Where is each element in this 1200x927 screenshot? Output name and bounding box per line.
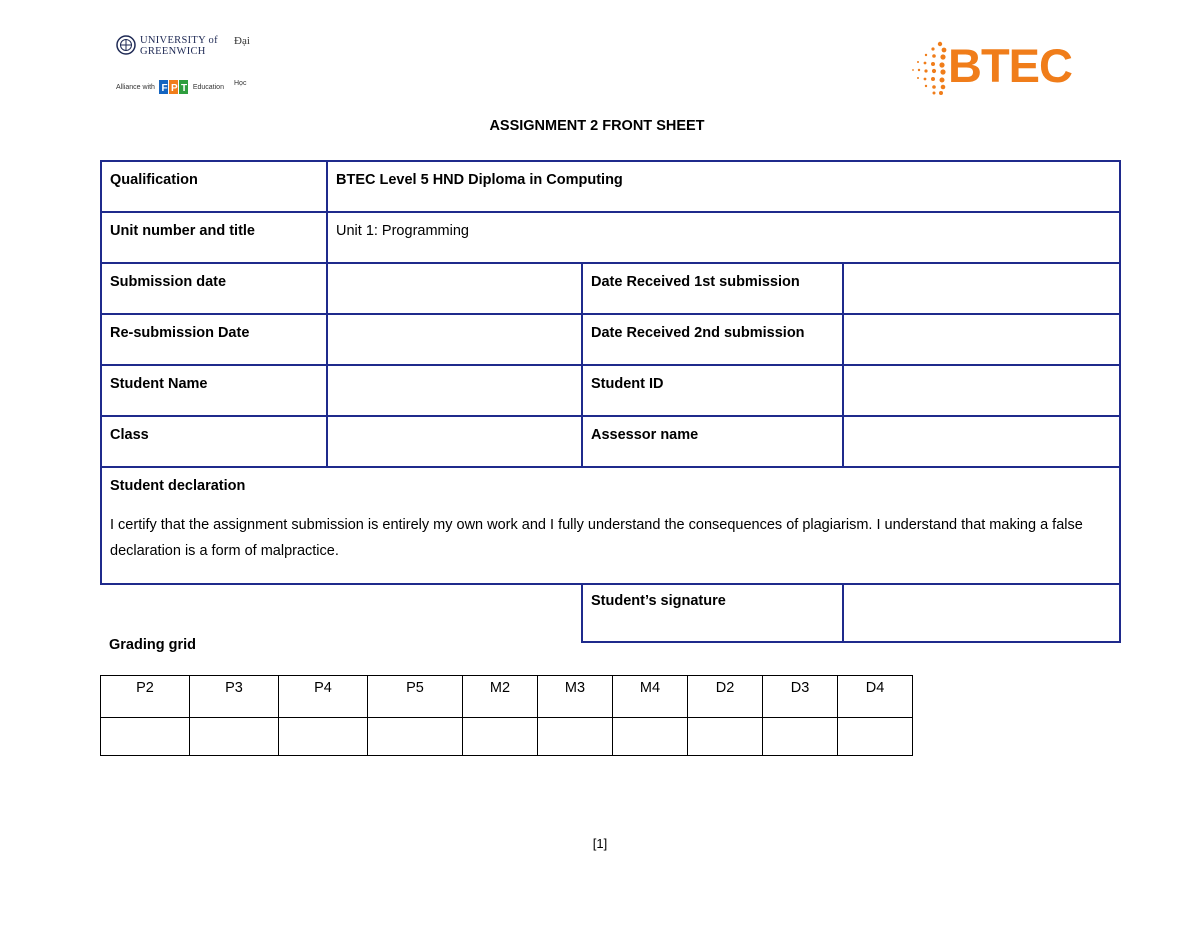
unit-row (101, 212, 1120, 263)
declaration-text: I certify that the assignment submission is entirely my own work and I fully understand the consequences of plagiarism. I understand that making a false declaration is a form of malpractice. (110, 517, 1083, 559)
btec-logo (910, 40, 1095, 96)
grade-cell[interactable] (279, 718, 368, 756)
grading-header-row (101, 676, 913, 718)
grade-cell[interactable] (838, 718, 913, 756)
grade-header: M2 (463, 676, 538, 718)
grade-cell[interactable] (368, 718, 463, 756)
grading-value-row (101, 718, 913, 756)
student-row (101, 365, 1120, 416)
signature-label: Student’s signature (582, 584, 843, 642)
btec-wordmark: BTEC (948, 39, 1072, 92)
dai-text: Đại (234, 35, 250, 47)
svg-text:F: F (161, 83, 168, 94)
svg-text:P: P (170, 83, 178, 94)
university-seal-icon (116, 35, 136, 55)
unit-value: Unit 1: Programming (327, 212, 1120, 263)
page-title: ASSIGNMENT 2 FRONT SHEET (489, 118, 705, 134)
grade-header: P2 (101, 676, 190, 718)
received-2nd-field[interactable] (843, 314, 1120, 365)
qualification-label: Qualification (101, 161, 327, 212)
submission-row (101, 263, 1120, 314)
grade-cell[interactable] (190, 718, 279, 756)
signature-table (581, 583, 1121, 643)
page-number: [1] (592, 836, 608, 851)
declaration-row (101, 467, 1120, 584)
front-sheet-table (100, 160, 1121, 585)
class-label: Class (101, 416, 327, 467)
grade-cell[interactable] (763, 718, 838, 756)
resubmission-row (101, 314, 1120, 365)
grade-header: D2 (688, 676, 763, 718)
qualification-value: BTEC Level 5 HND Diploma in Computing (327, 161, 1120, 212)
grade-header: P3 (190, 676, 279, 718)
class-field[interactable] (327, 416, 582, 467)
resubmission-date-field[interactable] (327, 314, 582, 365)
submission-date-label: Submission date (101, 263, 327, 314)
submission-date-field[interactable] (327, 263, 582, 314)
received-1st-label: Date Received 1st submission (582, 263, 843, 314)
signature-field[interactable] (843, 584, 1120, 642)
grade-header: M4 (613, 676, 688, 718)
resubmission-date-label: Re-submission Date (101, 314, 327, 365)
svg-text:T: T (180, 83, 187, 94)
student-name-label: Student Name (101, 365, 327, 416)
btec-dots-icon (910, 40, 950, 96)
received-2nd-label: Date Received 2nd submission (582, 314, 843, 365)
university-logo (116, 33, 256, 93)
unit-label: Unit number and title (101, 212, 327, 263)
grade-cell[interactable] (613, 718, 688, 756)
qualification-row (101, 161, 1120, 212)
grade-cell[interactable] (688, 718, 763, 756)
declaration-title: Student declaration (110, 478, 246, 494)
declaration-cell (101, 467, 1120, 584)
grade-header: D4 (838, 676, 913, 718)
university-name: UNIVERSITY of GREENWICH (140, 35, 218, 57)
received-1st-field[interactable] (843, 263, 1120, 314)
hoc-text: Học (234, 80, 247, 87)
class-row (101, 416, 1120, 467)
grade-cell[interactable] (463, 718, 538, 756)
grading-grid-label: Grading grid (109, 637, 196, 653)
student-id-field[interactable] (843, 365, 1120, 416)
assessor-field[interactable] (843, 416, 1120, 467)
fpt-logo-icon (159, 79, 189, 95)
grade-header: D3 (763, 676, 838, 718)
assessor-label: Assessor name (582, 416, 843, 467)
grade-header: P4 (279, 676, 368, 718)
grade-header: P5 (368, 676, 463, 718)
grade-cell[interactable] (101, 718, 190, 756)
grade-cell[interactable] (538, 718, 613, 756)
alliance-text: Alliance with F P T Education (116, 79, 224, 95)
student-id-label: Student ID (582, 365, 843, 416)
student-name-field[interactable] (327, 365, 582, 416)
grade-header: M3 (538, 676, 613, 718)
grading-grid (100, 675, 913, 756)
